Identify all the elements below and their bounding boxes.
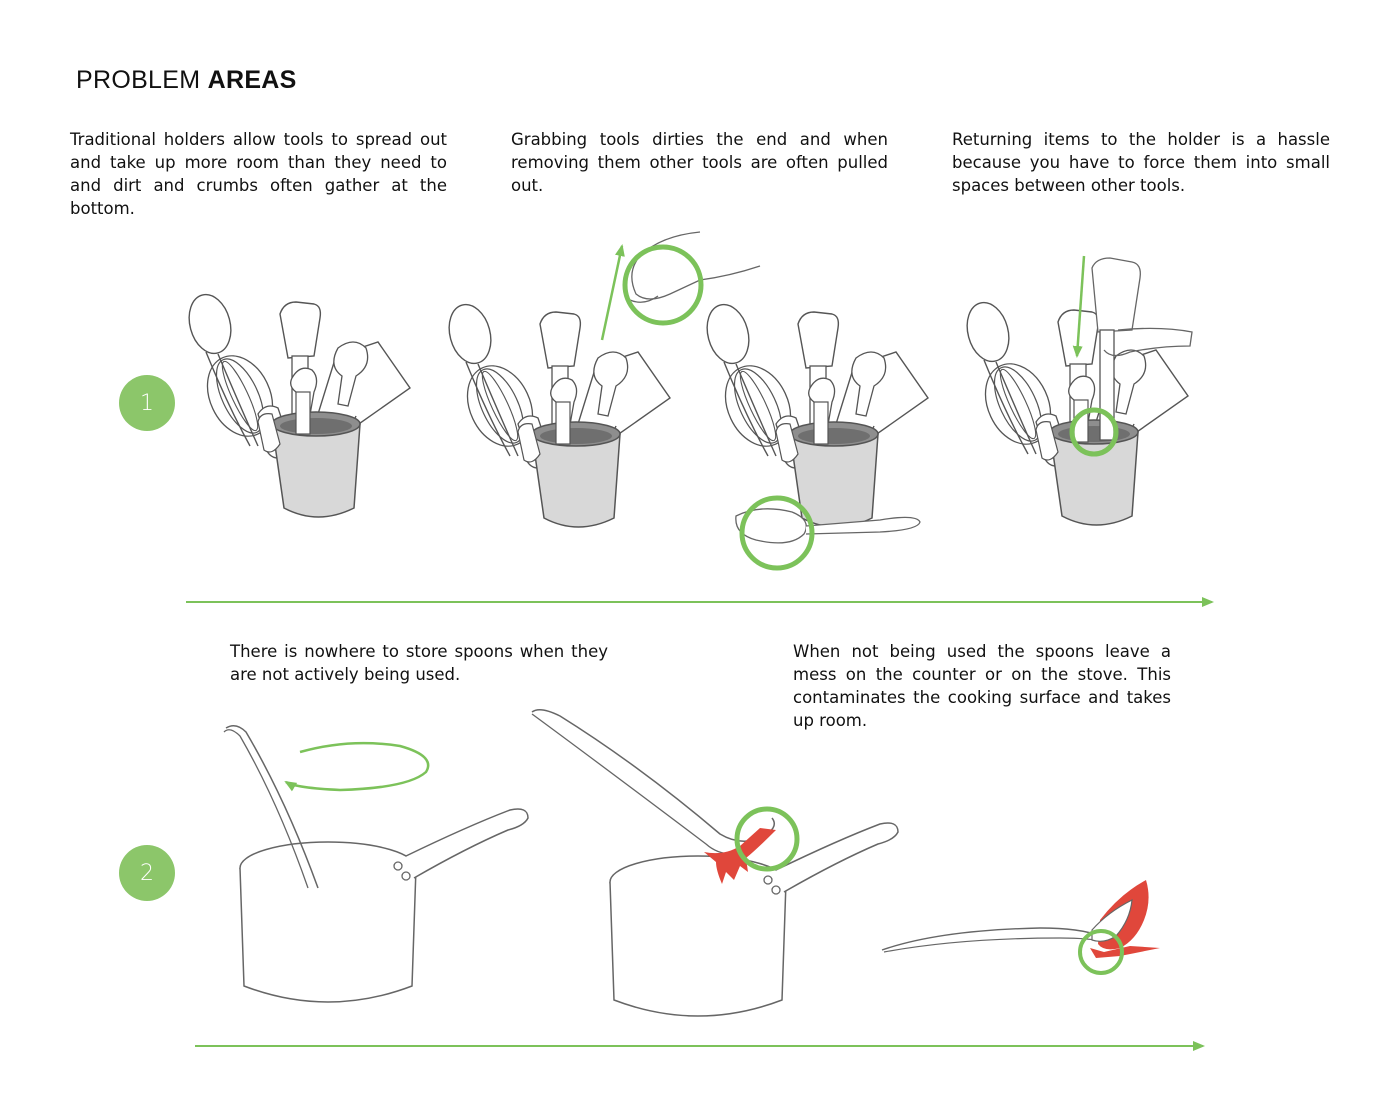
caption-row2-2: When not being used the spoons leave a mess on the counter or on the stove. This contaminates the cooking surface and takes up room.: [793, 642, 1171, 730]
caption-row1-2: Grabbing tools dirties the end and when removing them other tools are often pulled out.: [511, 130, 888, 195]
title-prefix: PROBLEM: [76, 66, 201, 94]
title-emphasis: AREAS: [207, 66, 297, 94]
step-badge-1: 1: [119, 375, 175, 431]
step-badge-2: 2: [119, 845, 175, 901]
caption-row2-1: There is nowhere to store spoons when they are not actively being used.: [230, 642, 608, 684]
hand-icon: [624, 232, 760, 302]
caption-row1-3: Returning items to the holder is a hassle because you have to force them into small spaces between other tools.: [952, 130, 1330, 195]
caption-row1-1: Traditional holders allow tools to spread out and take up more room than they need to and dirt and crumbs often gather at the bottom.: [70, 130, 447, 218]
